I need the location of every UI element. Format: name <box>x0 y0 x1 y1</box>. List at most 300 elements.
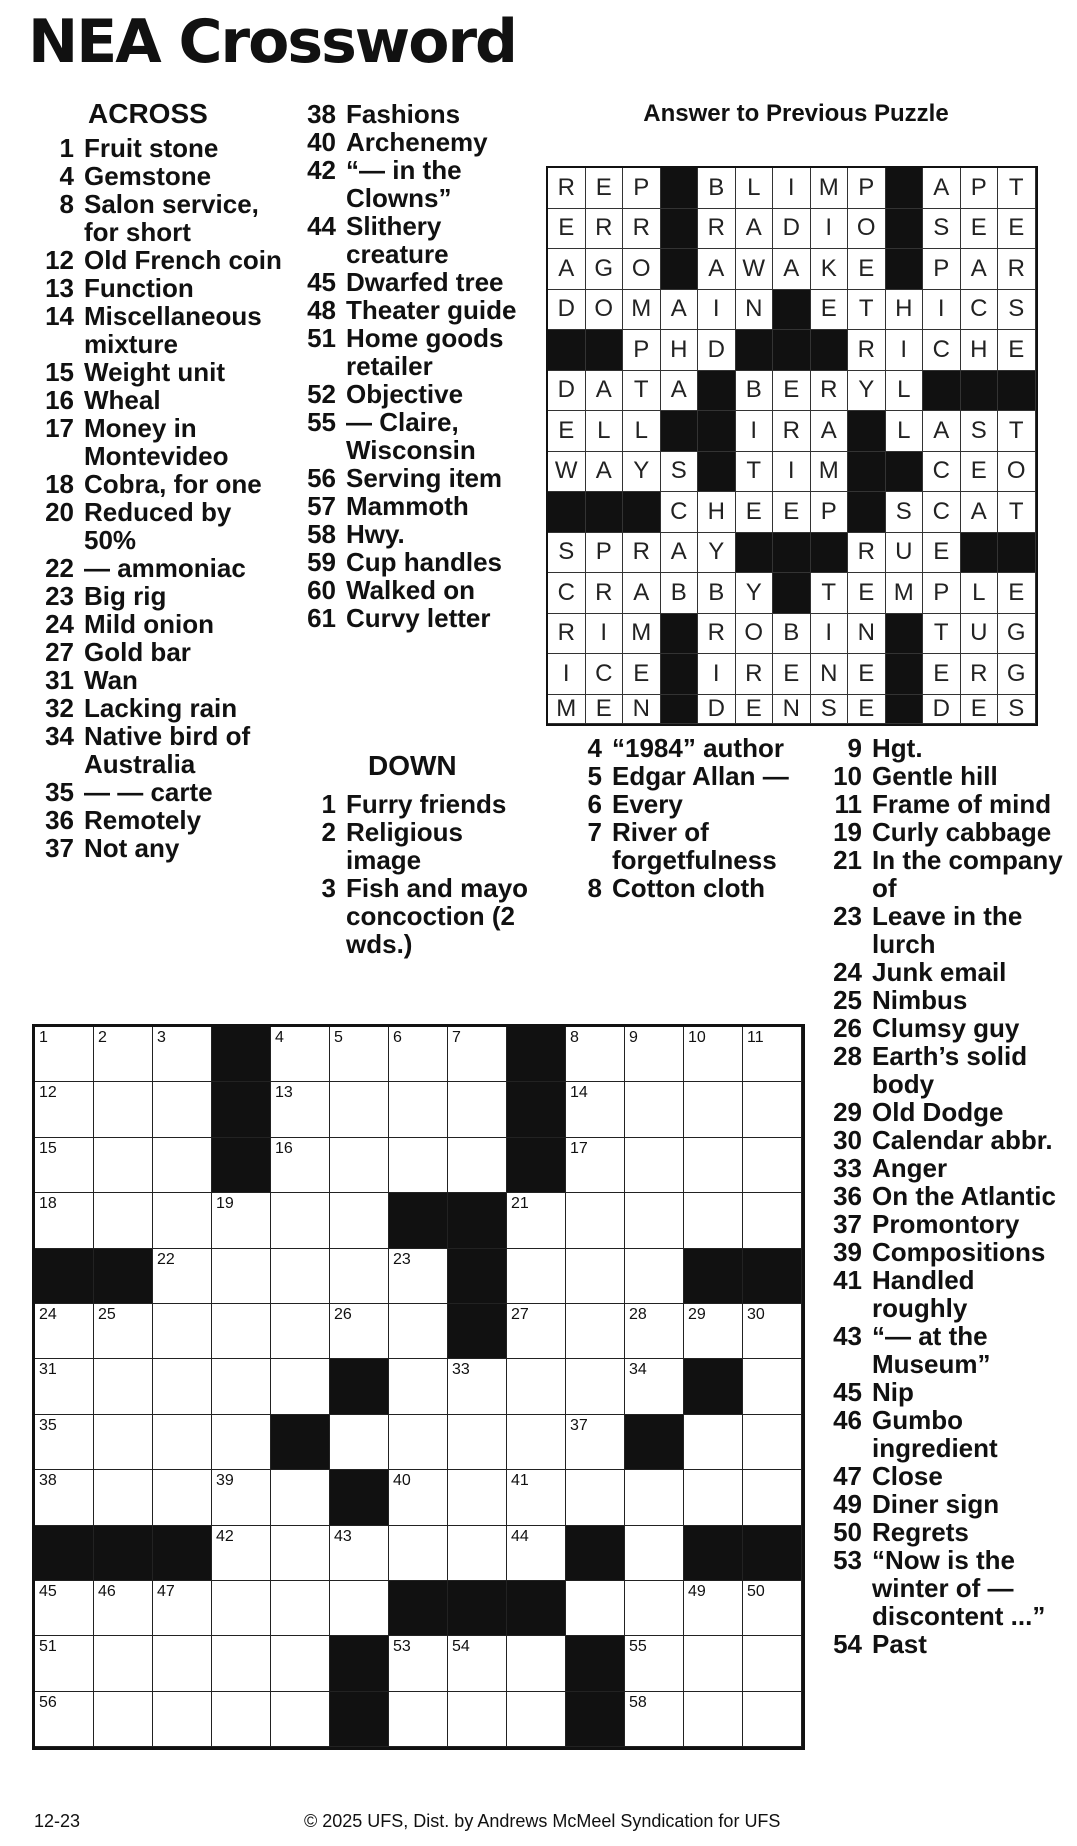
grid-cell[interactable] <box>94 1359 153 1414</box>
answer-block-cell <box>698 452 736 493</box>
grid-cell-number: 23 <box>393 1250 411 1268</box>
grid-cell[interactable] <box>330 1581 389 1636</box>
grid-cell[interactable] <box>94 1415 153 1470</box>
grid-cell[interactable] <box>507 1692 566 1747</box>
answer-block-cell <box>661 249 699 290</box>
grid-cell[interactable] <box>330 1526 389 1581</box>
grid-cell[interactable] <box>389 1249 448 1304</box>
answer-letter-cell: U <box>961 614 999 655</box>
grid-cell-number: 54 <box>452 1638 470 1656</box>
clue-item <box>42 694 282 722</box>
grid-cell[interactable] <box>684 1692 743 1747</box>
grid-cell[interactable] <box>271 1636 330 1691</box>
grid-cell[interactable] <box>566 1082 625 1137</box>
answer-block-cell <box>848 411 886 452</box>
clue-text: Past <box>872 1629 927 1659</box>
answer-block-cell <box>773 330 811 371</box>
grid-cell[interactable] <box>389 1082 448 1137</box>
grid-cell[interactable] <box>743 1359 802 1414</box>
grid-cell[interactable] <box>684 1138 743 1193</box>
grid-cell[interactable] <box>566 1581 625 1636</box>
clue-text: Mild onion <box>84 609 214 639</box>
grid-cell[interactable] <box>566 1470 625 1525</box>
grid-cell[interactable] <box>566 1138 625 1193</box>
answer-letter-cell: N <box>848 614 886 655</box>
grid-block-cell <box>507 1138 566 1193</box>
grid-cell[interactable] <box>507 1304 566 1359</box>
answer-letter-cell: P <box>923 249 961 290</box>
grid-cell[interactable] <box>507 1636 566 1691</box>
answer-block-cell <box>698 371 736 412</box>
grid-cell[interactable] <box>743 1027 802 1082</box>
grid-cell[interactable] <box>743 1581 802 1636</box>
grid-cell-number: 35 <box>39 1416 57 1434</box>
answer-letter-cell: O <box>623 249 661 290</box>
grid-cell[interactable] <box>743 1636 802 1691</box>
clue-text: — ammoniac <box>84 553 246 583</box>
grid-cell[interactable] <box>94 1027 153 1082</box>
clue-item <box>300 604 530 632</box>
answer-letter-cell: I <box>811 209 849 250</box>
grid-cell[interactable] <box>625 1526 684 1581</box>
grid-cell[interactable] <box>743 1692 802 1747</box>
answer-letter-cell: R <box>848 533 886 574</box>
answer-letter-cell: I <box>736 411 774 452</box>
clue-number: 42 <box>307 155 336 185</box>
grid-cell-number: 53 <box>393 1638 411 1656</box>
grid-cell[interactable] <box>35 1359 94 1414</box>
clue-text: Curvy letter <box>346 603 491 633</box>
clue-item <box>42 274 282 302</box>
grid-cell[interactable] <box>330 1415 389 1470</box>
grid-cell[interactable] <box>153 1193 212 1248</box>
answer-letter-cell: B <box>661 573 699 614</box>
clue-item <box>42 386 282 414</box>
clue-item <box>42 554 282 582</box>
clue-text: Compositions <box>872 1237 1046 1267</box>
grid-cell[interactable] <box>448 1636 507 1691</box>
grid-cell[interactable] <box>566 1359 625 1414</box>
answer-letter-cell: M <box>811 452 849 493</box>
grid-block-cell <box>212 1082 271 1137</box>
grid-block-cell <box>448 1249 507 1304</box>
clue-text: River of forgetfulness <box>612 817 777 875</box>
clue-number: 12 <box>45 245 74 275</box>
grid-cell[interactable] <box>625 1470 684 1525</box>
clue-number: 10 <box>833 761 862 791</box>
grid-cell[interactable] <box>743 1470 802 1525</box>
grid-cell[interactable] <box>35 1082 94 1137</box>
clue-text: Theater guide <box>346 295 517 325</box>
grid-cell[interactable] <box>35 1581 94 1636</box>
clue-text: Hgt. <box>872 733 923 763</box>
grid-cell-number: 24 <box>39 1305 57 1323</box>
grid-cell[interactable] <box>271 1304 330 1359</box>
grid-cell[interactable] <box>271 1138 330 1193</box>
clue-item <box>826 986 1066 1014</box>
grid-cell[interactable] <box>507 1526 566 1581</box>
grid-cell[interactable] <box>625 1692 684 1747</box>
grid-cell[interactable] <box>684 1193 743 1248</box>
grid-cell[interactable] <box>330 1082 389 1137</box>
grid-cell[interactable] <box>684 1082 743 1137</box>
clue-text: — — carte <box>84 777 213 807</box>
answer-letter-cell: B <box>773 614 811 655</box>
answer-letter-cell: A <box>623 573 661 614</box>
grid-cell[interactable] <box>153 1138 212 1193</box>
answer-letter-cell: A <box>548 249 586 290</box>
clue-item <box>42 666 282 694</box>
grid-cell[interactable] <box>35 1692 94 1747</box>
grid-block-cell <box>212 1027 271 1082</box>
clue-number: 45 <box>833 1377 862 1407</box>
clue-item <box>826 1154 1066 1182</box>
grid-block-cell <box>448 1581 507 1636</box>
grid-cell[interactable] <box>389 1359 448 1414</box>
answer-letter-cell: S <box>886 492 924 533</box>
grid-block-cell <box>330 1692 389 1747</box>
grid-cell-number: 47 <box>157 1582 175 1600</box>
grid-block-cell <box>35 1526 94 1581</box>
grid-cell[interactable] <box>684 1027 743 1082</box>
grid-cell[interactable] <box>448 1082 507 1137</box>
clue-number: 54 <box>833 1629 862 1659</box>
answer-letter-cell: D <box>698 330 736 371</box>
clue-number: 20 <box>45 497 74 527</box>
clue-number: 51 <box>307 323 336 353</box>
clue-text: Every <box>612 789 683 819</box>
grid-cell[interactable] <box>153 1636 212 1691</box>
answer-block-cell <box>773 290 811 331</box>
answer-letter-cell: E <box>811 290 849 331</box>
grid-cell[interactable] <box>35 1470 94 1525</box>
grid-cell[interactable] <box>625 1581 684 1636</box>
grid-cell[interactable] <box>212 1636 271 1691</box>
grid-cell[interactable] <box>625 1249 684 1304</box>
grid-cell[interactable] <box>212 1581 271 1636</box>
clue-text: Cobra, for one <box>84 469 262 499</box>
clue-number: 29 <box>833 1097 862 1127</box>
grid-cell[interactable] <box>743 1304 802 1359</box>
grid-cell[interactable] <box>153 1082 212 1137</box>
grid-cell[interactable] <box>743 1082 802 1137</box>
grid-cell[interactable] <box>212 1526 271 1581</box>
grid-cell[interactable] <box>743 1193 802 1248</box>
grid-cell[interactable] <box>448 1692 507 1747</box>
grid-cell[interactable] <box>271 1581 330 1636</box>
grid-cell[interactable] <box>684 1304 743 1359</box>
grid-cell[interactable] <box>271 1692 330 1747</box>
grid-cell[interactable] <box>94 1193 153 1248</box>
clue-number: 23 <box>45 581 74 611</box>
answer-letter-cell: O <box>586 290 624 331</box>
clue-text: Gold bar <box>84 637 191 667</box>
answer-letter-cell: D <box>698 695 736 724</box>
grid-cell[interactable] <box>625 1636 684 1691</box>
grid-cell[interactable] <box>389 1138 448 1193</box>
clue-number: 16 <box>45 385 74 415</box>
grid-cell[interactable] <box>448 1526 507 1581</box>
clue-number: 22 <box>45 553 74 583</box>
answer-letter-cell: T <box>623 371 661 412</box>
grid-cell[interactable] <box>330 1193 389 1248</box>
grid-cell[interactable] <box>153 1581 212 1636</box>
grid-block-cell <box>212 1138 271 1193</box>
answer-letter-cell: M <box>548 695 586 724</box>
grid-cell-number: 41 <box>511 1472 529 1490</box>
answer-letter-cell: R <box>961 654 999 695</box>
clue-text: Cotton cloth <box>612 873 766 903</box>
grid-cell[interactable] <box>330 1304 389 1359</box>
grid-cell[interactable] <box>566 1415 625 1470</box>
answer-letter-cell: E <box>961 452 999 493</box>
grid-cell[interactable] <box>94 1692 153 1747</box>
answer-heading: Answer to Previous Puzzle <box>643 100 949 127</box>
grid-cell[interactable] <box>625 1359 684 1414</box>
answer-block-cell <box>886 654 924 695</box>
answer-letter-cell: G <box>998 614 1036 655</box>
grid-cell[interactable] <box>212 1415 271 1470</box>
answer-letter-cell: G <box>586 249 624 290</box>
clue-number: 31 <box>45 665 74 695</box>
clue-item <box>578 874 818 902</box>
grid-cell[interactable] <box>271 1027 330 1082</box>
answer-letter-cell: A <box>698 249 736 290</box>
clue-text: “Now is the winter of — discontent ...” <box>872 1545 1046 1631</box>
answer-letter-cell: P <box>811 492 849 533</box>
grid-cell[interactable] <box>271 1082 330 1137</box>
answer-letter-cell: P <box>961 168 999 209</box>
grid-cell[interactable] <box>271 1193 330 1248</box>
clue-number: 14 <box>45 301 74 331</box>
grid-cell[interactable] <box>684 1415 743 1470</box>
answer-block-cell <box>661 614 699 655</box>
clue-text: Gemstone <box>84 161 212 191</box>
grid-cell[interactable] <box>448 1470 507 1525</box>
answer-letter-cell: E <box>773 492 811 533</box>
clue-number: 57 <box>307 491 336 521</box>
grid-cell[interactable] <box>743 1415 802 1470</box>
grid-cell[interactable] <box>330 1027 389 1082</box>
clue-item <box>826 818 1066 846</box>
grid-cell-number: 22 <box>157 1250 175 1268</box>
answer-letter-cell: I <box>586 614 624 655</box>
grid-cell[interactable] <box>271 1526 330 1581</box>
clue-text: Reduced by 50% <box>84 497 232 555</box>
grid-cell[interactable] <box>153 1415 212 1470</box>
grid-cell[interactable] <box>566 1027 625 1082</box>
answer-letter-cell: S <box>548 533 586 574</box>
grid-cell[interactable] <box>153 1249 212 1304</box>
grid-cell[interactable] <box>35 1193 94 1248</box>
grid-cell[interactable] <box>153 1692 212 1747</box>
grid-cell[interactable] <box>566 1249 625 1304</box>
grid-cell[interactable] <box>212 1470 271 1525</box>
grid-cell[interactable] <box>153 1470 212 1525</box>
answer-letter-cell: C <box>586 654 624 695</box>
grid-cell[interactable] <box>271 1249 330 1304</box>
answer-letter-cell: I <box>811 614 849 655</box>
answer-block-cell <box>661 695 699 724</box>
grid-cell[interactable] <box>625 1027 684 1082</box>
grid-cell[interactable] <box>448 1027 507 1082</box>
answer-letter-cell: M <box>811 168 849 209</box>
clue-item <box>300 268 530 296</box>
grid-cell[interactable] <box>743 1138 802 1193</box>
grid-cell[interactable] <box>625 1304 684 1359</box>
grid-cell-number: 31 <box>39 1361 57 1379</box>
grid-cell-number: 58 <box>629 1693 647 1711</box>
clue-text: Money in Montevideo <box>84 413 229 471</box>
grid-cell[interactable] <box>94 1138 153 1193</box>
answer-letter-cell: I <box>773 168 811 209</box>
grid-cell[interactable] <box>35 1304 94 1359</box>
clue-number: 45 <box>307 267 336 297</box>
grid-cell[interactable] <box>566 1193 625 1248</box>
grid-cell[interactable] <box>212 1692 271 1747</box>
answer-letter-cell: B <box>698 573 736 614</box>
answer-letter-cell: A <box>923 168 961 209</box>
answer-letter-cell: E <box>998 330 1036 371</box>
clue-text: Handled roughly <box>872 1265 975 1323</box>
grid-cell[interactable] <box>389 1692 448 1747</box>
clue-text: Furry friends <box>346 789 507 819</box>
answer-letter-cell: E <box>848 573 886 614</box>
grid-cell[interactable] <box>389 1415 448 1470</box>
clue-text: Earth’s solid body <box>872 1041 1028 1099</box>
grid-cell[interactable] <box>389 1027 448 1082</box>
answer-letter-cell: A <box>811 411 849 452</box>
answer-block-cell <box>886 695 924 724</box>
clue-number: 39 <box>833 1237 862 1267</box>
grid-block-cell <box>330 1636 389 1691</box>
previous-answer-grid <box>546 166 1038 726</box>
grid-cell[interactable] <box>507 1193 566 1248</box>
crossword-grid[interactable] <box>32 1024 805 1750</box>
answer-letter-cell: N <box>811 654 849 695</box>
grid-cell[interactable] <box>35 1415 94 1470</box>
grid-block-cell <box>389 1581 448 1636</box>
clue-item <box>826 1406 1066 1462</box>
grid-cell[interactable] <box>153 1304 212 1359</box>
grid-cell[interactable] <box>625 1082 684 1137</box>
grid-cell[interactable] <box>94 1636 153 1691</box>
grid-cell-number: 42 <box>216 1527 234 1545</box>
grid-cell[interactable] <box>448 1138 507 1193</box>
clue-text: Calendar abbr. <box>872 1125 1053 1155</box>
grid-cell[interactable] <box>389 1304 448 1359</box>
answer-letter-cell: E <box>961 209 999 250</box>
grid-cell[interactable] <box>35 1027 94 1082</box>
grid-cell[interactable] <box>507 1359 566 1414</box>
grid-cell[interactable] <box>684 1636 743 1691</box>
answer-letter-cell: Y <box>736 573 774 614</box>
grid-cell[interactable] <box>684 1470 743 1525</box>
answer-block-cell <box>773 573 811 614</box>
grid-cell[interactable] <box>35 1138 94 1193</box>
grid-cell[interactable] <box>507 1470 566 1525</box>
grid-block-cell <box>330 1470 389 1525</box>
grid-cell[interactable] <box>389 1526 448 1581</box>
clue-number: 24 <box>833 957 862 987</box>
grid-cell[interactable] <box>330 1138 389 1193</box>
grid-cell[interactable] <box>271 1470 330 1525</box>
clue-item <box>300 380 530 408</box>
grid-cell[interactable] <box>330 1249 389 1304</box>
grid-cell[interactable] <box>212 1193 271 1248</box>
answer-letter-cell: E <box>923 533 961 574</box>
answer-letter-cell: S <box>661 452 699 493</box>
grid-cell[interactable] <box>94 1304 153 1359</box>
answer-letter-cell: A <box>586 452 624 493</box>
grid-cell[interactable] <box>271 1359 330 1414</box>
clue-number: 8 <box>587 873 602 903</box>
grid-cell-number: 4 <box>275 1029 284 1046</box>
clue-text: Wan <box>84 665 138 695</box>
grid-cell[interactable] <box>94 1082 153 1137</box>
grid-cell[interactable] <box>625 1138 684 1193</box>
clue-number: 8 <box>59 189 74 219</box>
clue-item <box>300 520 530 548</box>
grid-cell[interactable] <box>684 1581 743 1636</box>
clue-text: Gentle hill <box>872 761 998 791</box>
grid-cell-number: 15 <box>39 1139 57 1157</box>
grid-cell-number: 11 <box>747 1029 764 1046</box>
grid-cell[interactable] <box>153 1359 212 1414</box>
grid-cell[interactable] <box>35 1636 94 1691</box>
grid-cell[interactable] <box>94 1581 153 1636</box>
answer-letter-cell: E <box>773 371 811 412</box>
clue-number: 9 <box>847 733 862 763</box>
clue-text: Native bird of Australia <box>84 721 251 779</box>
answer-letter-cell: R <box>586 573 624 614</box>
clue-text: Anger <box>872 1153 948 1183</box>
clue-item <box>312 818 532 874</box>
answer-letter-cell: S <box>811 695 849 724</box>
clue-text: “1984” author <box>612 733 784 763</box>
clue-item <box>826 1042 1066 1098</box>
answer-block-cell <box>886 168 924 209</box>
grid-cell[interactable] <box>566 1304 625 1359</box>
grid-block-cell <box>507 1027 566 1082</box>
clue-number: 34 <box>45 721 74 751</box>
grid-cell[interactable] <box>212 1249 271 1304</box>
grid-cell[interactable] <box>153 1027 212 1082</box>
grid-cell[interactable] <box>389 1636 448 1691</box>
grid-cell[interactable] <box>625 1193 684 1248</box>
grid-cell[interactable] <box>212 1359 271 1414</box>
grid-cell[interactable] <box>507 1249 566 1304</box>
grid-cell[interactable] <box>94 1470 153 1525</box>
grid-block-cell <box>566 1692 625 1747</box>
answer-letter-cell: T <box>736 452 774 493</box>
grid-cell[interactable] <box>389 1470 448 1525</box>
answer-letter-cell: L <box>736 168 774 209</box>
grid-cell[interactable] <box>448 1415 507 1470</box>
grid-cell[interactable] <box>507 1415 566 1470</box>
answer-letter-cell: A <box>661 371 699 412</box>
answer-letter-cell: R <box>698 614 736 655</box>
clue-number: 1 <box>59 133 74 163</box>
grid-cell-number: 3 <box>157 1029 166 1046</box>
grid-cell[interactable] <box>448 1359 507 1414</box>
grid-cell-number: 9 <box>629 1029 638 1046</box>
grid-cell[interactable] <box>212 1304 271 1359</box>
answer-letter-cell: T <box>998 492 1036 533</box>
grid-cell-number: 2 <box>98 1029 107 1046</box>
clue-text: Big rig <box>84 581 167 611</box>
answer-letter-cell: M <box>623 290 661 331</box>
